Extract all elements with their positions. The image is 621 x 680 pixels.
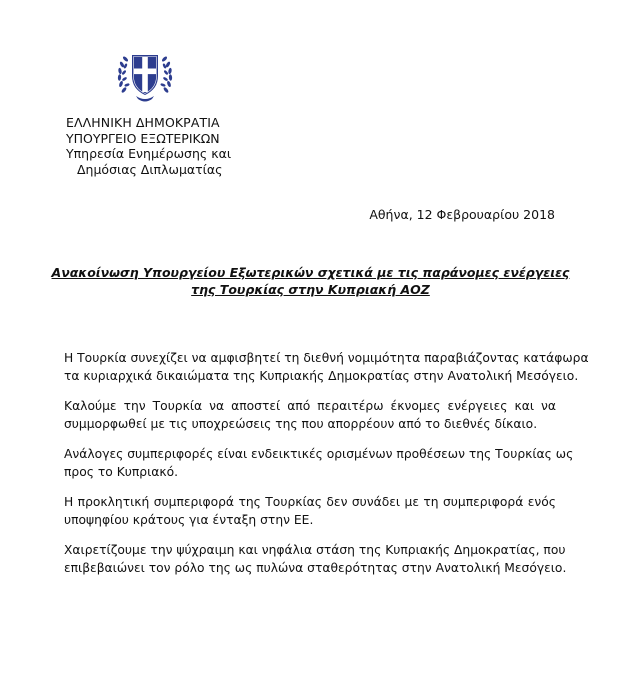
paragraph (64, 541, 567, 577)
laurel-wreath-right (160, 56, 172, 94)
ministry-header (66, 115, 231, 177)
paragraph-line: Η προκλητική συμπεριφορά της Τουρκίας δεν συνάδει με τη συμπεριφορά ενός (64, 495, 556, 509)
header-diplomacy: Δημόσιας Διπλωματίας (77, 161, 223, 177)
paragraph (64, 493, 556, 529)
document-title (40, 264, 581, 298)
paragraph-line: τα κυριαρχικά δικαιώματα της Κυπριακής Δημοκρατίας στην Ανατολική Μεσόγειο. (64, 369, 579, 383)
header-ministry: ΥΠΟΥΡΓΕΙΟ ΕΞΩΤΕΡΙΚΩΝ (66, 130, 220, 146)
paragraph-line: Η Τουρκία συνεχίζει να αμφισβητεί τη διεθνή νομιμότητα παραβιάζοντας κατάφωρα (64, 351, 589, 365)
paragraph (64, 445, 574, 481)
paragraph-line: Ανάλογες συμπεριφορές είναι ενδεικτικές ορισμένων προθέσεων της Τουρκίας ως (64, 447, 574, 461)
paragraph-line: επιβεβαιώνει τον ρόλο της ως πυλώνα σταθερότητας στην Ανατολική Μεσόγειο. (64, 561, 567, 575)
title-line-2: της Τουρκίας στην Κυπριακή ΑΟΖ (191, 282, 430, 297)
paragraph-line: συμμορφωθεί με τις υποχρεώσεις της που απορρέουν από το διεθνές δίκαιο. (64, 417, 538, 431)
paragraph-line: Χαιρετίζουμε την ψύχραιμη και νηφάλια στάση της Κυπριακής Δημοκρατίας, που (64, 543, 566, 557)
laurel-wreath-left (118, 56, 130, 94)
title-line-1: Ανακοίνωση Υπουργείου Εξωτερικών σχετικά με τις παράνομες ενέργειες (51, 265, 570, 280)
header-service: Υπηρεσία Ενημέρωσης και (66, 146, 232, 161)
document-date: Αθήνα, 12 Φεβρουαρίου 2018 (369, 207, 555, 222)
paragraph (64, 349, 589, 385)
greek-coat-of-arms-icon (114, 44, 176, 106)
header-republic: ΕΛΛΗΝΙΚΗ ΔΗΜΟΚΡΑΤΙΑ (66, 115, 220, 130)
paragraph-line: Καλούμε την Τουρκία να αποστεί από περαιτέρω έκνομες ενέργειες και να (64, 399, 556, 413)
document-body (64, 349, 589, 589)
paragraph-line: υποψηφίου κράτους για ένταξη στην ΕΕ. (64, 513, 314, 527)
paragraph (64, 397, 556, 433)
paragraph-line: προς το Κυπριακό. (64, 465, 179, 479)
